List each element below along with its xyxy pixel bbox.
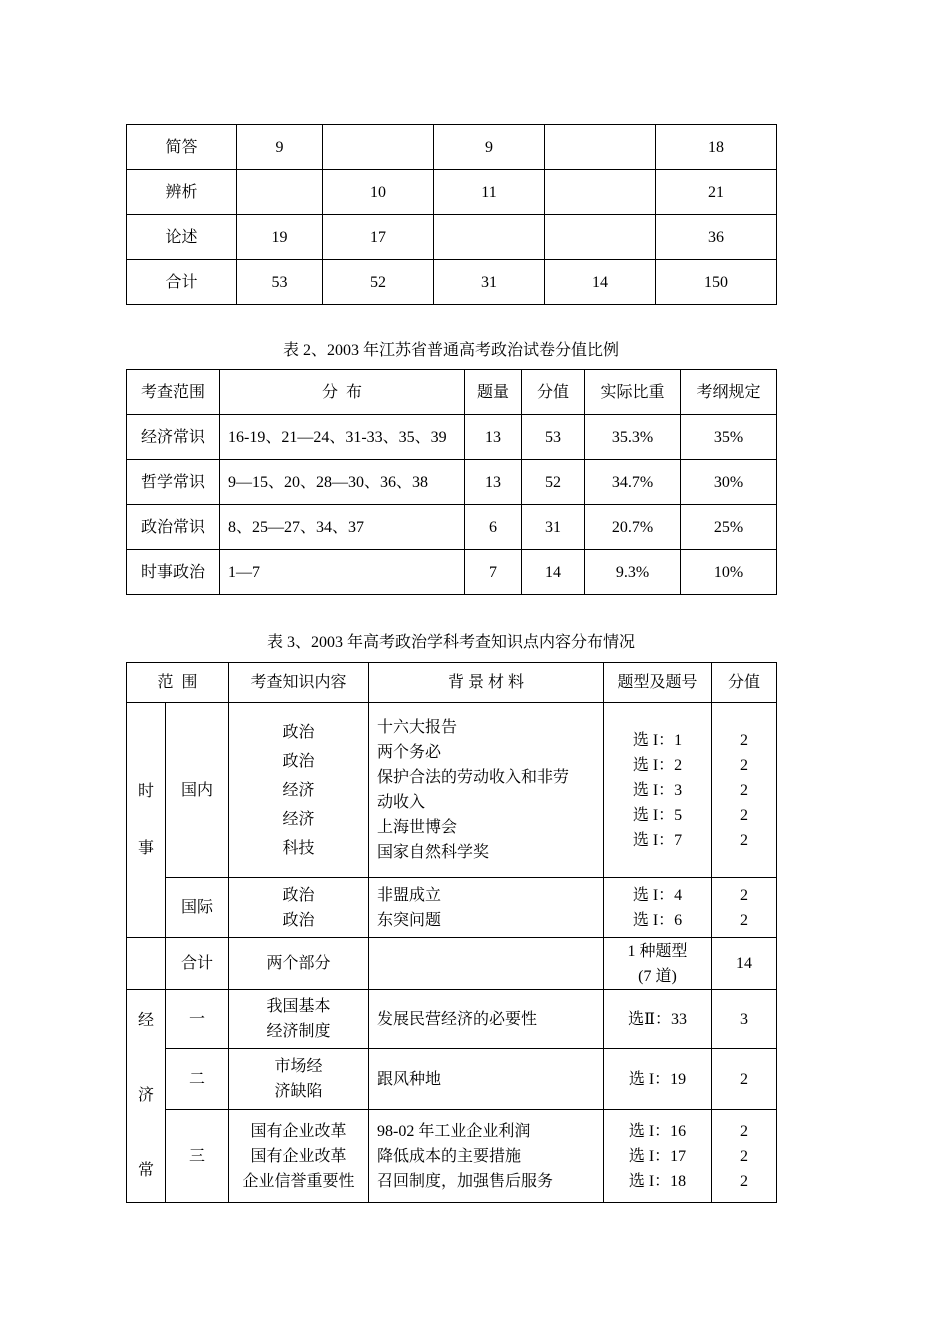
table-row <box>127 938 777 990</box>
scope-cell: 政治常识 <box>127 505 220 550</box>
column-header: 题量 <box>465 370 522 415</box>
score-cell <box>712 1110 777 1203</box>
count-cell: 13 <box>465 415 522 460</box>
cell-line: 国有企业改革 <box>250 1147 347 1165</box>
column-header: 范 围 <box>127 663 229 703</box>
cell-line: (7 道) <box>638 967 677 985</box>
total-label: 合计 <box>166 938 229 990</box>
distribution-cell: 9—15、20、28—30、36、38 <box>220 460 465 505</box>
table-cell: 9 <box>237 125 323 170</box>
cell-line: 企业信誉重要性 <box>242 1172 355 1190</box>
cell-line: 2 <box>740 781 749 799</box>
score-cell: 53 <box>522 415 585 460</box>
background-cell <box>369 878 604 938</box>
question-cell <box>604 938 712 990</box>
score-cell: 14 <box>522 550 585 595</box>
cell-line: 选 I：3 <box>632 781 683 799</box>
background-cell <box>369 990 604 1049</box>
actual-ratio-cell: 9.3% <box>585 550 681 595</box>
background-cell <box>369 1110 604 1203</box>
cell-line: 上海世博会 <box>377 819 458 836</box>
table-row <box>127 505 777 550</box>
column-header: 考纲规定 <box>681 370 777 415</box>
row-label: 合计 <box>127 260 237 305</box>
table-row <box>127 878 777 938</box>
table-cell <box>545 170 656 215</box>
cell-line: 发展民营经济的必要性 <box>377 1010 538 1028</box>
cell-line: 选 I：1 <box>632 731 683 749</box>
row-label: 论述 <box>127 215 237 260</box>
table-row <box>127 1110 777 1203</box>
syllabus-ratio-cell: 35% <box>681 415 777 460</box>
table-cell: 17 <box>323 215 434 260</box>
cell-line: 东突问题 <box>377 911 442 929</box>
column-header: 分值 <box>522 370 585 415</box>
cell-line: 1 种题型 <box>627 942 688 960</box>
table-cell: 10 <box>323 170 434 215</box>
cell-line: 我国基本 <box>266 998 331 1015</box>
table-cell: 18 <box>656 125 777 170</box>
syllabus-ratio-cell: 10% <box>681 550 777 595</box>
cell-line: 2 <box>740 911 749 929</box>
row-index: 一 <box>166 990 229 1049</box>
cell-line: 科技 <box>282 839 315 857</box>
cell-line: 降低成本的主要措施 <box>377 1147 522 1165</box>
question-cell <box>604 703 712 878</box>
table-cell: 36 <box>656 215 777 260</box>
question-cell <box>604 1110 712 1203</box>
cell-line: 选 I：6 <box>632 911 683 929</box>
actual-ratio-cell: 35.3% <box>585 415 681 460</box>
score-cell <box>712 1049 777 1110</box>
cell-line: 2 <box>740 831 749 849</box>
cell-line: 2 <box>740 1122 749 1140</box>
score-cell: 52 <box>522 460 585 505</box>
table-cell: 53 <box>237 260 323 305</box>
cell-line: 选Ⅱ：33 <box>628 1010 687 1028</box>
distribution-cell: 1—7 <box>220 550 465 595</box>
table-cell: 52 <box>323 260 434 305</box>
table-row <box>127 1049 777 1110</box>
knowledge-cell <box>229 878 369 938</box>
cell-line: 2 <box>740 886 749 904</box>
table-row <box>127 415 777 460</box>
cell-line: 国家自然科学奖 <box>377 844 490 861</box>
scope-cell: 哲学常识 <box>127 460 220 505</box>
cell-line: 两个务必 <box>377 744 442 761</box>
cell-line: 跟风种地 <box>377 1070 442 1088</box>
empty-cell <box>127 938 166 990</box>
column-header: 分值 <box>712 663 777 703</box>
table-row <box>127 170 777 215</box>
cell-line: 选 I：16 <box>628 1122 687 1140</box>
economics-label: 经 济 常 <box>127 990 166 1203</box>
cell-line: 选 I：2 <box>632 756 683 774</box>
knowledge-cell <box>229 1110 369 1203</box>
table-cell: 14 <box>545 260 656 305</box>
table-cell: 31 <box>434 260 545 305</box>
table-cell: 9 <box>434 125 545 170</box>
syllabus-ratio-cell: 25% <box>681 505 777 550</box>
cell-line: 经济 <box>282 781 315 799</box>
domestic-label: 国内 <box>166 703 229 878</box>
cell-line: 选 I：7 <box>632 831 683 849</box>
column-header: 背 景 材 料 <box>369 663 604 703</box>
score-cell: 14 <box>712 938 777 990</box>
scope-cell: 经济常识 <box>127 415 220 460</box>
table-row <box>127 125 777 170</box>
score-cell: 31 <box>522 505 585 550</box>
score-cell <box>712 703 777 878</box>
table-cell <box>434 215 545 260</box>
cell-line: 动收入 <box>377 794 426 811</box>
column-header: 分 布 <box>220 370 465 415</box>
column-header: 实际比重 <box>585 370 681 415</box>
score-table-1 <box>126 124 777 305</box>
cell-line: 2 <box>740 731 749 749</box>
count-cell: 13 <box>465 460 522 505</box>
cell-line: 选 I：5 <box>632 806 683 824</box>
score-table-2 <box>126 369 777 595</box>
cell-line: 2 <box>740 1147 749 1165</box>
cell-line: 国有企业改革 <box>250 1122 347 1140</box>
cell-line: 政治 <box>282 911 315 929</box>
actual-ratio-cell: 34.7% <box>585 460 681 505</box>
cell-line: 十六大报告 <box>377 719 458 736</box>
cell-line: 选 I：4 <box>632 886 683 904</box>
cell-line: 2 <box>740 806 749 824</box>
cell-line: 政治 <box>282 752 315 770</box>
question-cell <box>604 990 712 1049</box>
actual-ratio-cell: 20.7% <box>585 505 681 550</box>
table-header-row <box>127 663 777 703</box>
column-header: 考查知识内容 <box>229 663 369 703</box>
knowledge-cell: 两个部分 <box>229 938 369 990</box>
table-2-caption: 表 2、2003 年江苏省普通高考政治试卷分值比例 <box>282 342 619 359</box>
column-header: 题型及题号 <box>604 663 712 703</box>
knowledge-table-3 <box>126 662 777 1203</box>
question-cell <box>604 878 712 938</box>
table-row <box>127 215 777 260</box>
cell-line: 2 <box>740 756 749 774</box>
question-cell <box>604 1049 712 1110</box>
knowledge-cell <box>229 990 369 1049</box>
count-cell: 7 <box>465 550 522 595</box>
row-index: 三 <box>166 1110 229 1203</box>
table-row <box>127 460 777 505</box>
cell-line: 市场经 <box>274 1058 323 1075</box>
cell-line: 召回制度，加强售后服务 <box>377 1172 554 1190</box>
scope-cell: 时事政治 <box>127 550 220 595</box>
cell-line: 选 I：18 <box>628 1172 687 1190</box>
table-row <box>127 990 777 1049</box>
distribution-cell: 16-19、21—24、31-33、35、39 <box>220 415 465 460</box>
column-header: 考查范围 <box>127 370 220 415</box>
table-cell <box>237 170 323 215</box>
table-cell: 11 <box>434 170 545 215</box>
table-3-caption: 表 3、2003 年高考政治学科考查知识点内容分布情况 <box>266 634 635 651</box>
table-cell: 150 <box>656 260 777 305</box>
table-cell: 19 <box>237 215 323 260</box>
table-cell <box>323 125 434 170</box>
table-row <box>127 703 777 878</box>
cell-line: 选 I：19 <box>628 1070 687 1088</box>
score-cell <box>712 990 777 1049</box>
cell-line: 3 <box>740 1010 749 1028</box>
row-label: 辨析 <box>127 170 237 215</box>
table-row <box>127 260 777 305</box>
cell-line: 非盟成立 <box>377 886 442 904</box>
table-header-row <box>127 370 777 415</box>
cell-line: 济缺陷 <box>274 1083 323 1100</box>
knowledge-cell <box>229 703 369 878</box>
score-cell <box>712 878 777 938</box>
cell-line: 政治 <box>282 886 315 904</box>
knowledge-cell <box>229 1049 369 1110</box>
row-index: 二 <box>166 1049 229 1110</box>
current-affairs-label: 时 事 <box>127 703 166 938</box>
table-cell <box>545 125 656 170</box>
distribution-cell: 8、25—27、34、37 <box>220 505 465 550</box>
cell-line: 98-02 年工业企业利润 <box>377 1122 531 1140</box>
background-cell <box>369 938 604 990</box>
syllabus-ratio-cell: 30% <box>681 460 777 505</box>
cell-line: 经济制度 <box>266 1023 331 1040</box>
count-cell: 6 <box>465 505 522 550</box>
table-cell <box>545 215 656 260</box>
table-cell: 21 <box>656 170 777 215</box>
cell-line: 选 I：17 <box>628 1147 687 1165</box>
background-cell <box>369 1049 604 1110</box>
background-cell <box>369 703 604 878</box>
row-label: 简答 <box>127 125 237 170</box>
cell-line: 保护合法的劳动收入和非劳 <box>377 769 570 786</box>
cell-line: 2 <box>740 1070 749 1088</box>
table-row <box>127 550 777 595</box>
international-label: 国际 <box>166 878 229 938</box>
cell-line: 政治 <box>282 723 315 741</box>
cell-line: 经济 <box>282 810 315 828</box>
cell-line: 2 <box>740 1172 749 1190</box>
